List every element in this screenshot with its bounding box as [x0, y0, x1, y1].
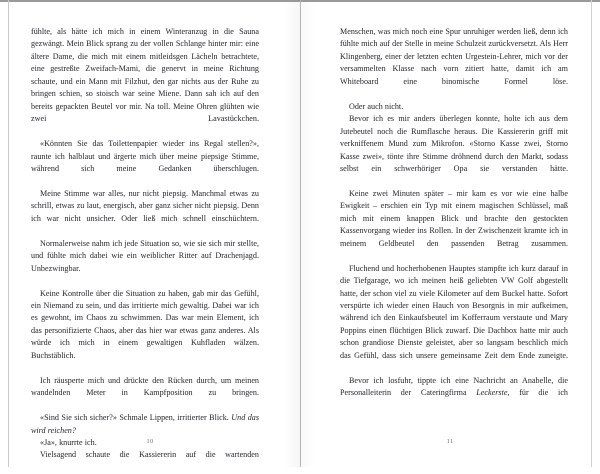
page-number: 11	[446, 438, 454, 445]
paragraph-text-after: , für die ich	[507, 388, 568, 398]
paragraph: Fluchend und hocherhobenen Hauptes stampfte ich kurz darauf in die Tiefgarage, wo ich meinen heiß geliebten VW Golf abgestellt hatte, der schon viel zu viele Kilometer auf dem Buckel hatte. Sofort verspürte ich wieder einen Hauch von Besorgnis in mir aufkeimen, während ich den Einkaufsbeutel im Kofferraum verstaute und Mary Poppins einen flüchtigen Blick zuwarf. Die Dachbox hatte mir auch schon grandiose Dienste geleistet, aber so langsam beschlich mich das Gefühl, dass sich unsere gemeinsame Zeit dem Ende zuneigte.	[340, 263, 568, 360]
paragraph: Keine Kontrolle über die Situation zu haben, gab mir das Gefühl, ein Niemand zu sein, und das irritierte mich gewaltig. Dabei war ich es gewohnt, im Chaos zu schwimmen. Das war mein Element, ich das personifizierte Chaos, aber das hier war etwas ganz anderes. Als würde ich mich in einem gewaltigen Kuhfladen wälzen. Buchstäblich.	[31, 288, 259, 360]
paragraph-text-before: «Sind Sie sich sicher?» Schmale Lippen, irritierter Blick.	[40, 413, 232, 423]
paragraph: Vielsagend schaute die Kassiererin auf die wartenden	[40, 450, 259, 460]
right-page	[300, 0, 600, 467]
paragraph: Meine Stimme war alles, nur nicht piepsig. Manchmal etwas zu schrill, etwas zu laut, energisch, aber ganz sicher nicht piepsig. Denn ich war nicht unsicher. Oder ließ mich schnell einschüchtern.	[31, 188, 259, 223]
italic-emphasis: Leckerste	[476, 388, 508, 398]
page-number: 10	[146, 438, 154, 445]
paragraph: Menschen, was mich noch eine Spur unruhiger werden ließ, denn ich fühlte mich auf der Stelle in meine Schulzeit zurückversetzt. Als Herr Klingenberg, einer der letzten echten Urgestein-Lehrer, mich vor der versammelten Klasse nach vorn zitiert hatte, damit ich am Whiteboard eine binomische Formel löse.	[340, 27, 568, 86]
book-gutter-line	[300, 0, 301, 467]
right-page-text-column	[340, 26, 568, 411]
gutter-shadow-left	[284, 0, 300, 467]
paragraph-text-before: Bevor ich losfuhr, tippte ich eine Nachricht an Anabelle, die Personalleiterin der Cateringfirma	[340, 375, 568, 398]
paragraph: Ich räusperte mich und drückte den Rücken durch, um meinen wandelnden Meter in Kampfposition zu bringen.	[31, 375, 259, 398]
gutter-shadow-right	[300, 0, 316, 467]
paragraph: Bevor ich es mir anders überlegen konnte, holte ich aus dem Jutebeutel noch die Rumflasche heraus. Die Kassiererin griff mit verkniffenem Mund zum Mikrofon. «Storno Kasse zwei, Storno Kasse zwei», tönte ihre Stimme dröhnend durch den Markt, sodass selbst ein schwerhöriger Opa sie verstanden hätte.	[340, 114, 568, 173]
paragraph: Keine zwei Minuten später – mir kam es vor wie eine halbe Ewigkeit – erschien ein Typ mit einem magischen Schlüssel, maß mich mit einem knappen Blick und brachte den gestockten Kassenvorgang wieder ins Rollen. In der Zwischenzeit kramte ich in meinem Geldbeutel den passenden Betrag zusammen.	[340, 188, 568, 248]
left-page	[0, 0, 300, 467]
paragraph: Normalerweise nahm ich jede Situation so, wie sie sich mir stellte, und fühlte mich dabei wie ein weiblicher Ritter auf Drachenjagd. Unbezwingbar.	[31, 238, 259, 273]
paragraph: «Ja», knurrte ich.	[40, 437, 97, 447]
paragraph-with-italic	[340, 375, 568, 412]
paragraph: fühlte, als hätte ich mich in einem Winteranzug in die Sauna gezwängt. Mein Blick sprang zu der vollen Schlange hinter mir: eine ältere Dame, die mich mit einem mitleidsgen Lächeln betrachtete, eine gestreßte Zweifach-Mami, die genervt in meine Richtung schaute, und ein Mann mit Filzhut, den gar nichts aus der Ruhe zu bringen schien, so stoisch war seine Miene. Dann sah ich auf den bereits gepackten Beutel vor mir. Na toll. Meine Ohren glühten wie zwei Lavastückchen.	[31, 27, 259, 124]
italic-emphasis: Und das wird reichen?	[31, 413, 259, 435]
paragraph: Oder auch nicht.	[349, 101, 404, 111]
paragraph-with-italic	[31, 412, 259, 437]
paragraph: «Könnten Sie das Toilettenpapier wieder ins Regal stellen?», raunte ich halblaut und ärgerte mich über meine piepsige Stimme, während sich meine Gedanken überschlugen.	[31, 139, 259, 173]
